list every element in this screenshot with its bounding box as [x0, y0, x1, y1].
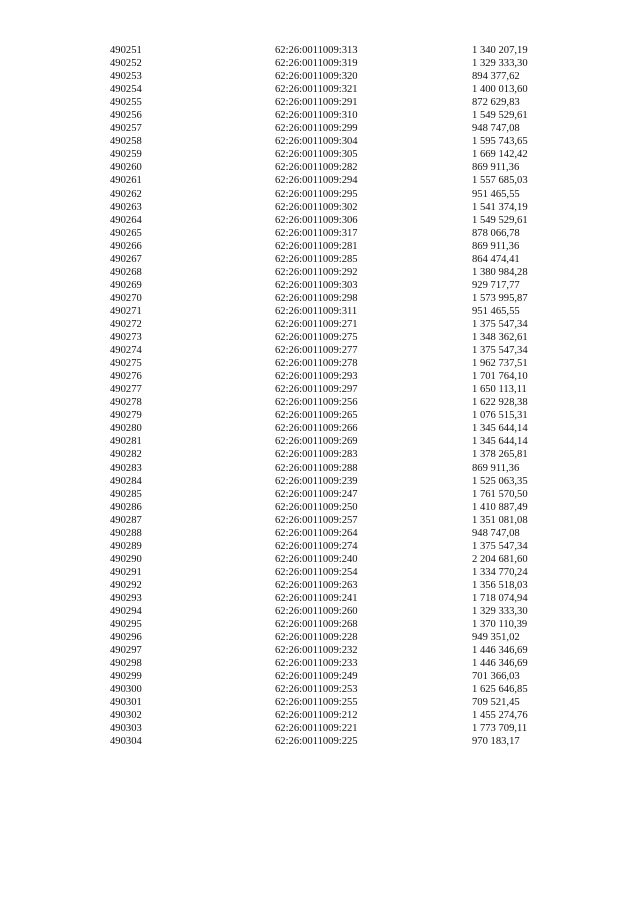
table-row: [0, 70, 640, 83]
cadastral-value: 1 773 709,11: [472, 723, 528, 735]
cadastral-number: 62:26:0011009:299: [275, 123, 358, 135]
cadastral-value: 1 455 274,76: [472, 710, 528, 722]
row-number: 490274: [110, 345, 142, 357]
row-number: 490301: [110, 697, 142, 709]
cadastral-number: 62:26:0011009:239: [275, 475, 358, 487]
table-row: [0, 670, 640, 683]
cadastral-number: 62:26:0011009:250: [275, 501, 358, 513]
row-number: 490288: [110, 527, 142, 539]
cadastral-number: 62:26:0011009:302: [275, 201, 358, 213]
cadastral-number: 62:26:0011009:295: [275, 188, 358, 200]
table-row: [0, 435, 640, 448]
table-row: [0, 657, 640, 670]
cadastral-value: 1 329 333,30: [472, 58, 528, 70]
cadastral-number: 62:26:0011009:285: [275, 253, 358, 265]
table-row: [0, 383, 640, 396]
cadastral-value: 872 629,83: [472, 97, 520, 109]
cadastral-value: 1 380 984,28: [472, 266, 528, 278]
cadastral-value: 894 377,62: [472, 71, 520, 83]
cadastral-number: 62:26:0011009:304: [275, 136, 358, 148]
cadastral-number: 62:26:0011009:269: [275, 436, 358, 448]
cadastral-value: 1 356 518,03: [472, 579, 528, 591]
cadastral-number: 62:26:0011009:256: [275, 397, 358, 409]
cadastral-value: 1 669 142,42: [472, 149, 528, 161]
cadastral-number: 62:26:0011009:255: [275, 697, 358, 709]
table-row: [0, 161, 640, 174]
table-row: [0, 148, 640, 161]
table-row: [0, 422, 640, 435]
cadastral-number: 62:26:0011009:283: [275, 449, 358, 461]
cadastral-number: 62:26:0011009:225: [275, 736, 358, 748]
table-row: [0, 501, 640, 514]
cadastral-number: 62:26:0011009:277: [275, 345, 358, 357]
cadastral-value: 1 761 570,50: [472, 488, 528, 500]
cadastral-value: 1 345 644,14: [472, 436, 528, 448]
table-row: [0, 357, 640, 370]
row-number: 490279: [110, 410, 142, 422]
row-number: 490269: [110, 279, 142, 291]
row-number: 490281: [110, 436, 142, 448]
cadastral-value: 1 345 644,14: [472, 423, 528, 435]
row-number: 490268: [110, 266, 142, 278]
row-number: 490304: [110, 736, 142, 748]
table-row: [0, 448, 640, 461]
row-number: 490277: [110, 384, 142, 396]
cadastral-value: 701 366,03: [472, 671, 520, 683]
table-row: [0, 174, 640, 187]
row-number: 490284: [110, 475, 142, 487]
cadastral-value: 864 474,41: [472, 253, 520, 265]
row-number: 490278: [110, 397, 142, 409]
table-row: [0, 109, 640, 122]
table-row: [0, 188, 640, 201]
table-row: [0, 370, 640, 383]
cadastral-value: 1 410 887,49: [472, 501, 528, 513]
cadastral-value: 1 573 995,87: [472, 292, 528, 304]
cadastral-value: 869 911,36: [472, 462, 520, 474]
table-row: [0, 253, 640, 266]
cadastral-number: 62:26:0011009:297: [275, 384, 358, 396]
row-number: 490256: [110, 110, 142, 122]
table-row: [0, 83, 640, 96]
row-number: 490255: [110, 97, 142, 109]
cadastral-number: 62:26:0011009:292: [275, 266, 358, 278]
row-number: 490283: [110, 462, 142, 474]
table-row: [0, 44, 640, 57]
table-row: [0, 579, 640, 592]
row-number: 490252: [110, 58, 142, 70]
cadastral-number: 62:26:0011009:293: [275, 371, 358, 383]
cadastral-number: 62:26:0011009:298: [275, 292, 358, 304]
table-row: [0, 318, 640, 331]
cadastral-number: 62:26:0011009:306: [275, 214, 358, 226]
table-row: [0, 527, 640, 540]
row-number: 490285: [110, 488, 142, 500]
cadastral-value: 1 400 013,60: [472, 84, 528, 96]
row-number: 490253: [110, 71, 142, 83]
cadastral-value: 1 378 265,81: [472, 449, 528, 461]
row-number: 490258: [110, 136, 142, 148]
row-number: 490275: [110, 358, 142, 370]
table-row: [0, 566, 640, 579]
table-row: [0, 605, 640, 618]
table-row: [0, 683, 640, 696]
row-number: 490263: [110, 201, 142, 213]
row-number: 490273: [110, 332, 142, 344]
row-number: 490294: [110, 606, 142, 618]
row-number: 490259: [110, 149, 142, 161]
cadastral-value: 1 650 113,11: [472, 384, 527, 396]
cadastral-number: 62:26:0011009:278: [275, 358, 358, 370]
cadastral-value: 1 962 737,51: [472, 358, 528, 370]
cadastral-number: 62:26:0011009:311: [275, 305, 358, 317]
table-row: [0, 696, 640, 709]
cadastral-number: 62:26:0011009:257: [275, 514, 358, 526]
cadastral-value: 1 541 374,19: [472, 201, 528, 213]
row-number: 490276: [110, 371, 142, 383]
cadastral-value: 970 183,17: [472, 736, 520, 748]
table-row: [0, 644, 640, 657]
table-row: [0, 227, 640, 240]
row-number: 490296: [110, 632, 142, 644]
cadastral-number: 62:26:0011009:263: [275, 579, 358, 591]
cadastral-value: 1 525 063,35: [472, 475, 528, 487]
cadastral-value: 1 329 333,30: [472, 606, 528, 618]
cadastral-value: 1 446 346,69: [472, 658, 528, 670]
cadastral-value: 1 375 547,34: [472, 318, 528, 330]
cadastral-number: 62:26:0011009:221: [275, 723, 358, 735]
table-row: [0, 292, 640, 305]
row-number: 490266: [110, 240, 142, 252]
cadastral-number: 62:26:0011009:254: [275, 566, 358, 578]
row-number: 490265: [110, 227, 142, 239]
table-row: [0, 735, 640, 748]
row-number: 490251: [110, 45, 142, 56]
table-row: [0, 709, 640, 722]
cadastral-value: 951 465,55: [472, 188, 520, 200]
row-number: 490271: [110, 305, 142, 317]
table-row: [0, 266, 640, 279]
cadastral-number: 62:26:0011009:320: [275, 71, 358, 83]
cadastral-number: 62:26:0011009:303: [275, 279, 358, 291]
cadastral-number: 62:26:0011009:317: [275, 227, 358, 239]
row-number: 490280: [110, 423, 142, 435]
table-row: [0, 540, 640, 553]
cadastral-number: 62:26:0011009:241: [275, 592, 358, 604]
cadastral-value: 1 549 529,61: [472, 110, 528, 122]
cadastral-number: 62:26:0011009:264: [275, 527, 358, 539]
cadastral-value: 1 375 547,34: [472, 345, 528, 357]
cadastral-value: 709 521,45: [472, 697, 520, 709]
cadastral-value-table: [0, 44, 640, 749]
cadastral-number: 62:26:0011009:321: [275, 84, 358, 96]
table-row: [0, 305, 640, 318]
table-row: [0, 592, 640, 605]
cadastral-number: 62:26:0011009:266: [275, 423, 358, 435]
row-number: 490290: [110, 553, 142, 565]
cadastral-number: 62:26:0011009:249: [275, 671, 358, 683]
cadastral-number: 62:26:0011009:233: [275, 658, 358, 670]
row-number: 490291: [110, 566, 142, 578]
cadastral-value: 1 557 685,03: [472, 175, 528, 187]
cadastral-value: 1 625 646,85: [472, 684, 528, 696]
cadastral-value: 1 701 764,10: [472, 371, 528, 383]
table-row: [0, 618, 640, 631]
row-number: 490286: [110, 501, 142, 513]
cadastral-number: 62:26:0011009:319: [275, 58, 358, 70]
cadastral-value: 878 066,78: [472, 227, 520, 239]
row-number: 490287: [110, 514, 142, 526]
cadastral-number: 62:26:0011009:268: [275, 619, 358, 631]
cadastral-value: 1 351 081,08: [472, 514, 528, 526]
cadastral-value: 929 717,77: [472, 279, 520, 291]
cadastral-number: 62:26:0011009:310: [275, 110, 358, 122]
cadastral-number: 62:26:0011009:240: [275, 553, 358, 565]
table-row: [0, 631, 640, 644]
cadastral-number: 62:26:0011009:294: [275, 175, 358, 187]
row-number: 490299: [110, 671, 142, 683]
row-number: 490272: [110, 318, 142, 330]
cadastral-number: 62:26:0011009:247: [275, 488, 358, 500]
row-number: 490254: [110, 84, 142, 96]
table-row: [0, 135, 640, 148]
table-row: [0, 553, 640, 566]
row-number: 490257: [110, 123, 142, 135]
row-number: 490297: [110, 645, 142, 657]
cadastral-number: 62:26:0011009:253: [275, 684, 358, 696]
cadastral-value: 869 911,36: [472, 240, 520, 252]
cadastral-value: 1 549 529,61: [472, 214, 528, 226]
cadastral-number: 62:26:0011009:232: [275, 645, 358, 657]
table-row: [0, 331, 640, 344]
table-row: [0, 409, 640, 422]
cadastral-value: 1 348 362,61: [472, 332, 528, 344]
cadastral-value: 949 351,02: [472, 632, 520, 644]
cadastral-value: 1 595 743,65: [472, 136, 528, 148]
row-number: 490261: [110, 175, 142, 187]
row-number: 490302: [110, 710, 142, 722]
table-row: [0, 122, 640, 135]
cadastral-value: 2 204 681,60: [472, 553, 528, 565]
table-row: [0, 344, 640, 357]
row-number: 490260: [110, 162, 142, 174]
cadastral-number: 62:26:0011009:228: [275, 632, 358, 644]
row-number: 490298: [110, 658, 142, 670]
cadastral-value: 1 622 928,38: [472, 397, 528, 409]
cadastral-value: 1 334 770,24: [472, 566, 528, 578]
row-number: 490300: [110, 684, 142, 696]
table-row: [0, 722, 640, 735]
cadastral-number: 62:26:0011009:281: [275, 240, 358, 252]
table-row: [0, 396, 640, 409]
cadastral-value: 869 911,36: [472, 162, 520, 174]
cadastral-value: 1 340 207,19: [472, 45, 528, 56]
row-number: 490293: [110, 592, 142, 604]
row-number: 490264: [110, 214, 142, 226]
table-row: [0, 240, 640, 253]
cadastral-number: 62:26:0011009:282: [275, 162, 358, 174]
row-number: 490270: [110, 292, 142, 304]
row-number: 490292: [110, 579, 142, 591]
cadastral-value: 1 446 346,69: [472, 645, 528, 657]
cadastral-number: 62:26:0011009:291: [275, 97, 358, 109]
cadastral-number: 62:26:0011009:265: [275, 410, 358, 422]
table-row: [0, 96, 640, 109]
row-number: 490295: [110, 619, 142, 631]
cadastral-value: 948 747,08: [472, 123, 520, 135]
table-row: [0, 201, 640, 214]
cadastral-number: 62:26:0011009:271: [275, 318, 358, 330]
cadastral-value: 1 718 074,94: [472, 592, 528, 604]
table-row: [0, 475, 640, 488]
table-row: [0, 488, 640, 501]
row-number: 490267: [110, 253, 142, 265]
table-row: [0, 514, 640, 527]
cadastral-value: 1 076 515,31: [472, 410, 528, 422]
row-number: 490289: [110, 540, 142, 552]
row-number: 490303: [110, 723, 142, 735]
cadastral-number: 62:26:0011009:212: [275, 710, 358, 722]
table-row: [0, 57, 640, 70]
cadastral-number: 62:26:0011009:274: [275, 540, 358, 552]
table-row: [0, 279, 640, 292]
cadastral-number: 62:26:0011009:288: [275, 462, 358, 474]
row-number: 490282: [110, 449, 142, 461]
table-row: [0, 214, 640, 227]
cadastral-value: 948 747,08: [472, 527, 520, 539]
cadastral-number: 62:26:0011009:260: [275, 606, 358, 618]
cadastral-value: 951 465,55: [472, 305, 520, 317]
table-row: [0, 462, 640, 475]
cadastral-number: 62:26:0011009:313: [275, 45, 358, 56]
cadastral-number: 62:26:0011009:275: [275, 332, 358, 344]
row-number: 490262: [110, 188, 142, 200]
cadastral-value: 1 375 547,34: [472, 540, 528, 552]
cadastral-number: 62:26:0011009:305: [275, 149, 358, 161]
cadastral-value: 1 370 110,39: [472, 619, 528, 631]
